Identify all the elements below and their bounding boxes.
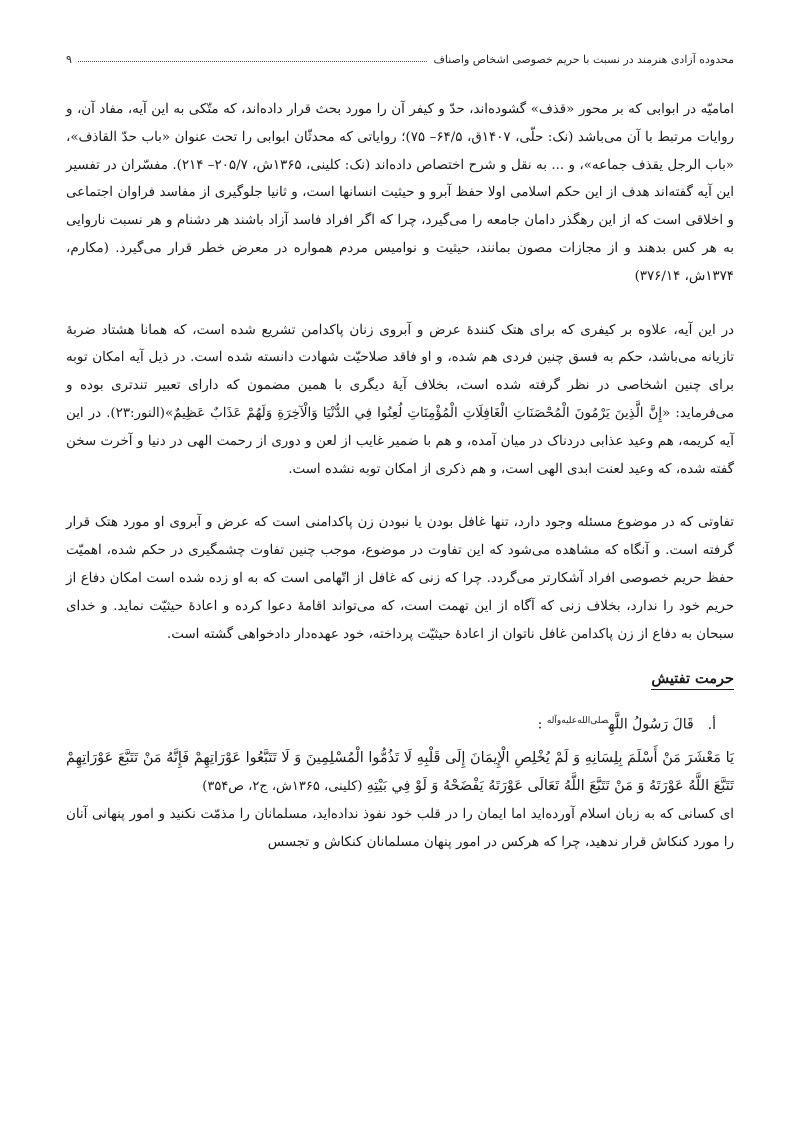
paragraph-2-continuation: »(النور:۲۳). در این آیه کریمه، هم وعید عذابی دردناک در میان آمده، و هم با ضمیر غایب از لعن و دوری از رحمت الهی در دنیا و آخرت سخن گفته شده، که وعید لعنت ابدی الهی است، و هم ذکری از امکان توبه نشده است. (66, 405, 734, 477)
paragraph-2-intro: در این آیه، علاوه بر کیفری که برای هتک کنندۀ عرض و آبروی زنان پاکدامن تشریع شده است، که همانا هشتاد ضربۀ تازیانه می‌باشد، حکم به فسق چنین فردی هم شده، و او فاقد صلاحیّت شهادت دانسته شده است. در ذیل آیه امکان توبه برای چنین اشخاصی در نظر گرفته شده است، بخلاف آیۀ دیگری با همین مضمون که دارای تعبیر تندتری بوده و می‌فرماید: « (66, 322, 734, 421)
hadith-translation: ای کسانی که به زبان اسلام آورده‌اید اما ایمان را در قلب خود نفوذ نداده‌اید، مسلمانان را مذمّت نکنید و امور پنهانی آنان را مورد کنکاش قرار ندهید، چرا که هرکس در امور پنهان مسلمانان کنکاش و تجسس (66, 807, 734, 850)
document-page (66, 46, 734, 857)
hadith-text (66, 744, 734, 801)
paragraph-2 (66, 317, 734, 484)
quran-verse: إِنَّ الَّذِينَ يَرْمُونَ الْمُحْصَنَاتِ الْغَافِلَاتِ الْمُؤْمِنَاتِ لُعِنُوا فِي الدُّنْيَا وَالْآخِرَةِ وَلَهُمْ عَذَابٌ عَظِيمٌ (173, 405, 663, 421)
running-header (66, 46, 734, 66)
honorific-superscript: صلی‌الله‌علیه‌وآله (546, 716, 609, 727)
page-number: ۹ (66, 53, 72, 66)
hadith-citation: (کلینی، ۱۳۶۵ش، ج۲، ص۳۵۴) (202, 779, 367, 794)
paragraph-1: امامیّه در ابوابی که بر محور «قذف» گشوده‌اند، حدّ و کیفر آن را مورد بحث قرار داده‌اند، که متّکی به این آیه، مفاد آن، و روایات مرتبط با آن می‌باشد (نک: حلّی، ۱۴۰۷ق، ۶۴/۵– ۷۵)؛ روایاتی که محدثّان ابوابی را تحت عنوان «باب حدّ القاذف»، «باب الرجل یقذف جماعه»، و ... به نقل و شرح اختصاص داده‌اند (نک: کلینی، ۱۳۶۵ش، ۲۰۵/۷– ۲۱۴). مفسّران در تفسیر این آیه گفته‌اند هدف از این حکم اسلامی اولا حفظ آبرو و حیثیت انسانها است، و ثانیا جلوگیری از مفاسد فراوان اجتماعی و اخلاقی است که از این رهگذر دامان جامعه را می‌گیرد، چرا که اگر افراد فاسد آزاد باشند هر دشنام و هر نسبت ناروایی به هر کس بدهند و از مجازات مصون بمانند، حیثیت و نوامیس مردم همواره در معرض خطر قرار می‌گیرد. (مکارم، ۱۳۷۴ش، ۳۷۶/۱۴) (66, 102, 735, 284)
header-dotted-leader (78, 61, 428, 62)
running-header-title: محدوده آزادی هنرمند در نسبت با حریم خصوصی اشخاص واصناف (433, 53, 734, 66)
subsection-a-heading (66, 708, 734, 738)
section-heading: حرمت تفتیش (651, 670, 734, 690)
paragraph-spacer (66, 291, 734, 317)
paragraph-spacer (66, 483, 734, 509)
subsection-a-text: قَالَ رَسُولُ اللَّهِ (608, 717, 694, 733)
subsection-a-colon: : (537, 717, 547, 733)
list-marker: أ. (707, 717, 716, 733)
section-heading-wrapper (66, 648, 734, 690)
hadith-arabic: يَا مَعْشَرَ مَنْ أَسْلَمَ بِلِسَانِهِ وَ لَمْ يُخْلِصِ الْإِيمَانَ إِلَى قَلْبِهِ لَا تَذُمُّوا الْمُسْلِمِينَ وَ لَا تَتَبَّعُوا عَوْرَاتِهِمْ فَإِنَّهُ مَنْ تَتَبَّعَ عَوْرَاتِهِمْ تَتَبَّعَ اللَّهُ عَوْرَتَهُ وَ مَنْ تَتَبَّعَ اللَّهُ تَعَالَى عَوْرَتَهُ يَفْضَحْهُ وَ لَوْ فِي بَيْتِهِ (66, 750, 734, 794)
paragraph-3: تفاوتی که در موضوع مسئله وجود دارد، تنها غافل بودن یا نبودن زن پاکدامنی است که عرض و آبروی او مورد هتک قرار گرفته است. و آنگاه که مشاهده می‌شود که این تفاوت در موضوع، موجب چنین تفاوت چشمگیری در حکم شده، اهمیّت حفظ حریم خصوصی افراد آشکارتر می‌گردد. چرا که زنی که غافل از اتّهامی است که به او زده شده است امکان دفاع از حریم خود را ندارد، بخلاف زنی که آگاه از این تهمت است، که می‌تواند اقامۀ دعوا کرده و اعادۀ حیثیّت نماید. و خدای سبحان به دفاع از زن پاکدامن غافل ناتوان از اعادۀ حیثیّت پرداخته، خود عهده‌دار دادخواهی گشته است. (66, 515, 734, 642)
